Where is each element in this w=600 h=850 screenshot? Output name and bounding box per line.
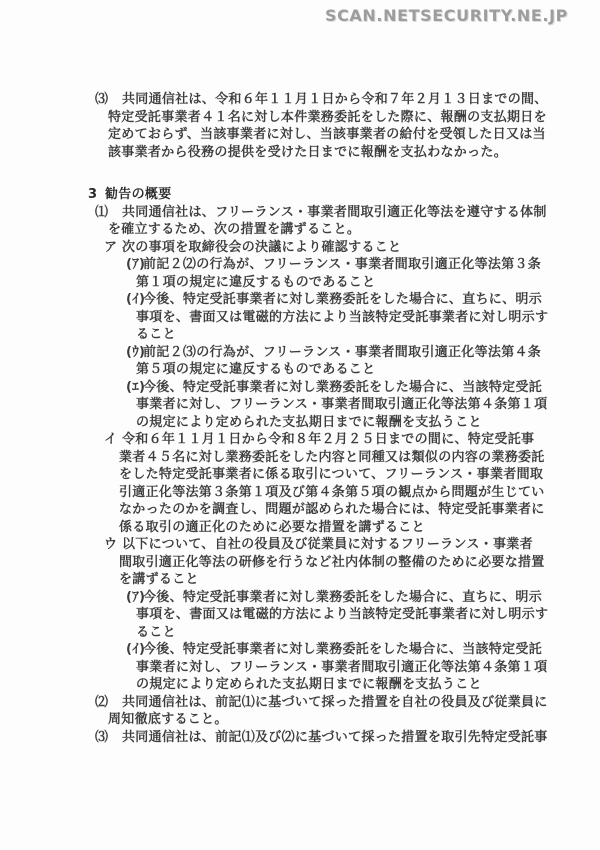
text-line (0, 221, 600, 239)
text-line (0, 126, 600, 144)
line-text: 共同通信社は、前記⑴及び⑵に基づいて採った措置を取引先特定受託事 (122, 729, 548, 745)
list-marker: ⑴ (95, 204, 109, 220)
line-text: 間取引適正化等法の研修を行うなど社内体制の整備のために必要な措置 (119, 554, 545, 570)
text-block (0, 256, 600, 291)
text-line (0, 144, 600, 162)
text-line (0, 379, 600, 397)
line-text: 係る取引の適正化のために必要な措置を講ずること (119, 519, 425, 535)
text-line (0, 91, 600, 109)
text-line (0, 711, 600, 729)
list-marker: (ｳ) (126, 344, 146, 360)
line-text: 共同通信社は、フリーランス・事業者間取引適正化等法を遵守する体制 (122, 204, 547, 220)
line-text: を確立するため、次の措置を講ずること。 (108, 222, 361, 237)
text-line (0, 466, 600, 484)
text-block (0, 239, 600, 257)
text-line (0, 109, 600, 127)
line-text: 第１項の規定に違反するものであること (136, 274, 376, 290)
list-marker: ⑶ (95, 92, 109, 107)
line-text: 特定受託事業者４１名に対し本件業務委託をした際に、報酬の支払期日を (108, 109, 547, 125)
line-text: 今後、特定受託事業者に対し業務委託をした場合に、直ちに、明示 (143, 292, 543, 307)
text-block (0, 91, 600, 161)
line-text: 今後、特定受託事業者に対し業務委託をした場合に、当該特定受託 (143, 379, 543, 395)
text-block (0, 291, 600, 344)
text-line (0, 361, 600, 379)
list-marker: (ｱ) (126, 257, 146, 272)
text-line (0, 729, 600, 747)
line-text: 勧告の概要 (105, 187, 172, 202)
text-block (0, 379, 600, 432)
text-line (0, 309, 600, 327)
text-line (0, 204, 600, 222)
text-block (0, 344, 600, 379)
text-line (0, 676, 600, 694)
line-text: 令和６年１１月１日から令和８年２月２５日までの間に、特定受託事 (122, 432, 535, 447)
line-text: 前記２⑶の行為が、フリーランス・事業者間取引適正化等法第４条 (143, 344, 542, 360)
line-text: 以下について、自社の役員及び従業員に対するフリーランス・事業者 (122, 537, 533, 552)
text-line (0, 326, 600, 344)
text-line (0, 186, 600, 204)
text-block (0, 204, 600, 239)
text-line (0, 484, 600, 502)
text-line (0, 274, 600, 292)
text-block (0, 641, 600, 694)
list-marker: ⑵ (95, 694, 109, 710)
text-line (0, 256, 600, 274)
list-marker: ウ (104, 537, 118, 552)
line-text: 事項を、書面又は電磁的方法により当該特定受託事業者に対し明示す (136, 607, 549, 622)
section-heading (0, 186, 600, 204)
line-text: 該事業者から役務の提供を受けた日までに報酬を支払わなかった。 (108, 144, 508, 160)
line-text: 前記２⑵の行為が、フリーランス・事業者間取引適正化等法第３条 (143, 257, 542, 272)
line-text: 事業者に対し、フリーランス・事業者間取引適正化等法第４条第１項 (136, 659, 548, 675)
watermark-text: SCAN.NETSECURITY.NE.JP (324, 6, 568, 25)
list-marker: イ (104, 432, 118, 447)
text-line (0, 291, 600, 309)
text-line (0, 554, 600, 572)
line-text: 今後、特定受託事業者に対し業務委託をした場合に、直ちに、明示 (143, 589, 543, 605)
text-block (0, 536, 600, 589)
line-text: 第５項の規定に違反するものであること (136, 362, 376, 377)
document-body (0, 91, 600, 746)
line-text: 今後、特定受託事業者に対し業務委託をした場合に、当該特定受託 (143, 642, 543, 657)
text-line (0, 536, 600, 554)
text-line (0, 396, 600, 414)
text-line (0, 501, 600, 519)
text-line (0, 694, 600, 712)
list-marker: (ｲ) (126, 642, 146, 657)
text-line (0, 414, 600, 432)
list-marker: ⑶ (95, 729, 109, 745)
line-text: 事業者に対し、フリーランス・事業者間取引適正化等法第４条第１項 (136, 397, 548, 412)
line-text: を講ずること (119, 572, 199, 587)
line-text: の規定により定められた支払期日までに報酬を支払うこと (136, 677, 482, 692)
line-text: 次の事項を取締役会の決議により確認すること (122, 239, 402, 255)
line-text: 業者４５名に対し業務委託をした内容と同種又は類似の内容の業務委託 (119, 449, 545, 465)
text-block (0, 431, 600, 536)
list-marker: (ｲ) (126, 292, 146, 307)
text-line (0, 519, 600, 537)
text-line (0, 571, 600, 589)
text-line (0, 606, 600, 624)
line-text: 事項を、書面又は電磁的方法により当該特定受託事業者に対し明示す (136, 309, 549, 325)
line-text: なかったのかを調査し、問題が認められた場合には、特定受託事業者に (119, 502, 545, 517)
line-text: 共同通信社は、前記⑴に基づいて採った措置を自社の役員及び従業員に (122, 694, 548, 710)
line-text: ること (136, 624, 176, 640)
text-line (0, 641, 600, 659)
list-marker: (ｱ) (126, 589, 146, 605)
text-line (0, 239, 600, 257)
line-text: ること (136, 327, 176, 342)
text-line (0, 659, 600, 677)
text-block (0, 589, 600, 642)
list-marker: 3 (88, 187, 98, 202)
list-marker: (ｴ) (126, 379, 146, 395)
text-line (0, 344, 600, 362)
line-text: 周知徹底すること。 (108, 712, 228, 727)
text-line (0, 449, 600, 467)
text-line (0, 624, 600, 642)
line-text: 引適正化等法第３条第１項及び第４条第５項の観点から問題が生じてい (119, 484, 545, 500)
text-line (0, 431, 600, 449)
line-text: 共同通信社は、令和６年１１月１日から令和７年２月１３日までの間、 (122, 92, 548, 107)
text-line (0, 589, 600, 607)
list-marker: ア (104, 239, 118, 255)
line-text: をした特定受託事業者に係る取引について、フリーランス・事業者間取 (119, 467, 544, 482)
line-text: 定めておらず、当該事業者に対し、当該事業者の給付を受領した日又は当 (108, 127, 546, 142)
text-block (0, 729, 600, 747)
line-text: の規定により定められた支払期日までに報酬を支払うこと (136, 414, 482, 430)
text-block (0, 694, 600, 729)
